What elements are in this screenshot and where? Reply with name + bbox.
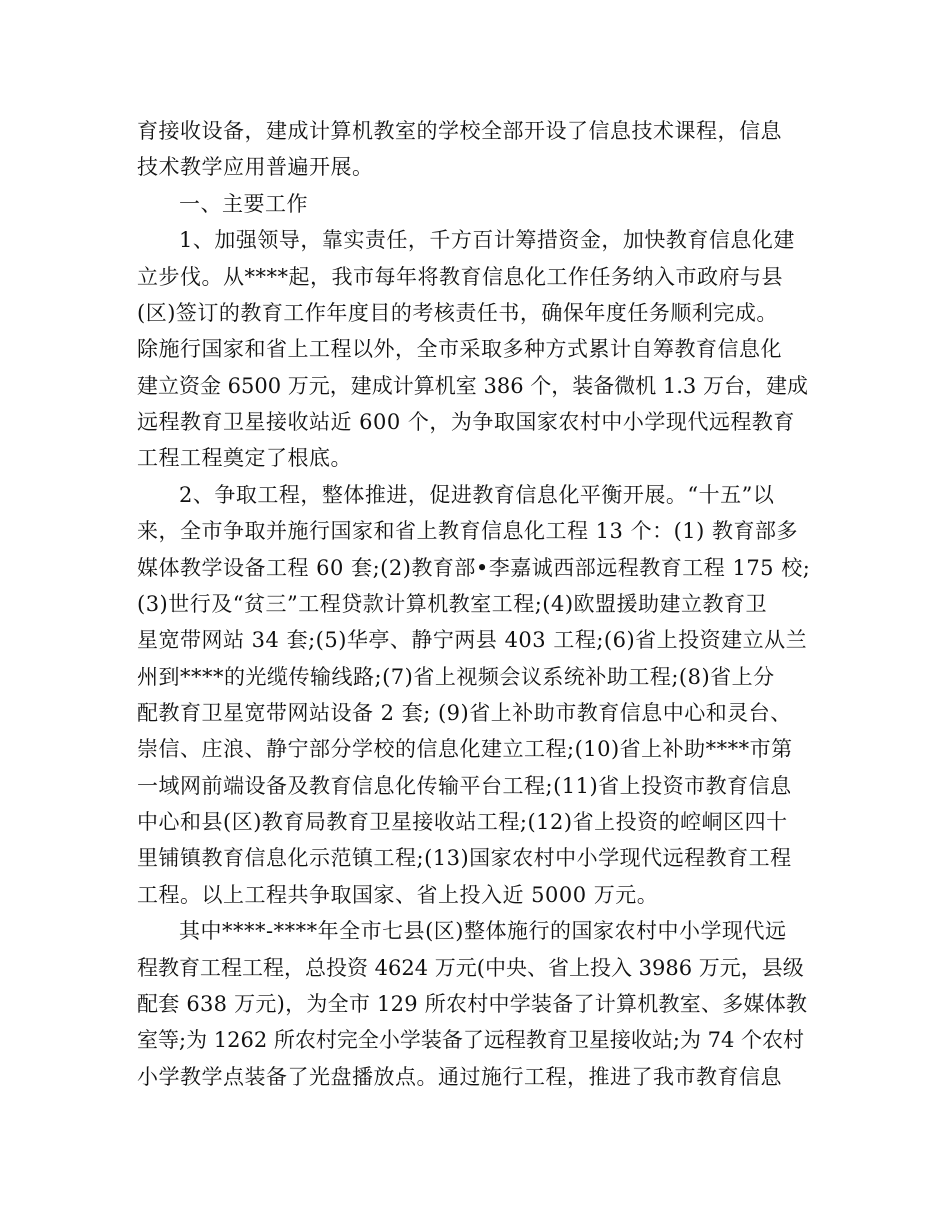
text-line: (3)世行及“贫三”工程贷款计算机教室工程;(4)欧盟援助建立教育卫 bbox=[137, 592, 768, 616]
text-line: 州到****的光缆传输线路;(7)省上视频会议系统补助工程;(8)省上分 bbox=[137, 665, 775, 689]
text-line: 工程。以上工程共争取国家、省上投入近 5000 万元。 bbox=[137, 883, 659, 907]
text-line: 崇信、庄浪、静宁部分学校的信息化建立工程;(10)省上补助****市第 bbox=[137, 737, 793, 761]
text-line: 1、加强领导，靠实责任，千方百计筹措资金，加快教育信息化建 bbox=[179, 228, 795, 252]
text-line: 里铺镇教育信息化示范镇工程;(13)国家农村中小学现代远程教育工程 bbox=[137, 846, 792, 870]
text-line: 配教育卫星宽带网站设备 2 套; (9)省上补助市教育信息中心和灵台、 bbox=[137, 701, 792, 725]
text-line: 中心和县(区)教育局教育卫星接收站工程;(12)省上投资的崆峒区四十 bbox=[137, 810, 788, 834]
text-line: 立步伐。从****起，我市每年将教育信息化工作任务纳入市政府与县 bbox=[137, 265, 783, 289]
text-line: (区)签订的教育工作年度目的考核责任书，确保年度任务顺利完成。 bbox=[137, 301, 778, 325]
text-line: 程教育工程工程，总投资 4624 万元(中央、省上投入 3986 万元，县级 bbox=[137, 956, 804, 980]
text-line: 育接收设备，建成计算机教室的学校全部开设了信息技术课程，信息 bbox=[137, 119, 782, 143]
text-line: 远程教育卫星接收站近 600 个，为争取国家农村中小学现代远程教育 bbox=[137, 410, 795, 434]
text-line: 工程工程奠定了根底。 bbox=[137, 446, 352, 470]
section-heading: 一、主要工作 bbox=[179, 192, 308, 216]
text-line: 小学教学点装备了光盘播放点。通过施行工程，推进了我市教育信息 bbox=[137, 1065, 782, 1089]
text-line: 室等;为 1262 所农村完全小学装备了远程教育卫星接收站;为 74 个农村 bbox=[137, 1028, 805, 1052]
text-line: 一域网前端设备及教育信息化传输平台工程;(11)省上投资市教育信息 bbox=[137, 774, 792, 798]
text-line: 建立资金 6500 万元，建成计算机室 386 个，装备微机 1.3 万台，建成 bbox=[137, 374, 808, 398]
text-line: 配套 638 万元)，为全市 129 所农村中学装备了计算机教室、多媒体教 bbox=[137, 992, 808, 1016]
text-line: 除施行国家和省上工程以外，全市采取多种方式累计自筹教育信息化 bbox=[137, 337, 782, 361]
text-line: 其中****-****年全市七县(区)整体施行的国家农村中小学现代远 bbox=[179, 919, 787, 943]
text-line: 技术教学应用普遍开展。 bbox=[137, 155, 374, 179]
text-line: 2、争取工程，整体推进，促进教育信息化平衡开展。“十五”以 bbox=[179, 483, 775, 507]
text-line: 媒体教学设备工程 60 套;(2)教育部•李嘉诚西部远程教育工程 175 校; bbox=[137, 556, 811, 580]
text-line: 来，全市争取并施行国家和省上教育信息化工程 13 个：(1) 教育部多 bbox=[137, 519, 798, 543]
text-line: 星宽带网站 34 套;(5)华亭、静宁两县 403 工程;(6)省上投资建立从兰 bbox=[137, 628, 808, 652]
